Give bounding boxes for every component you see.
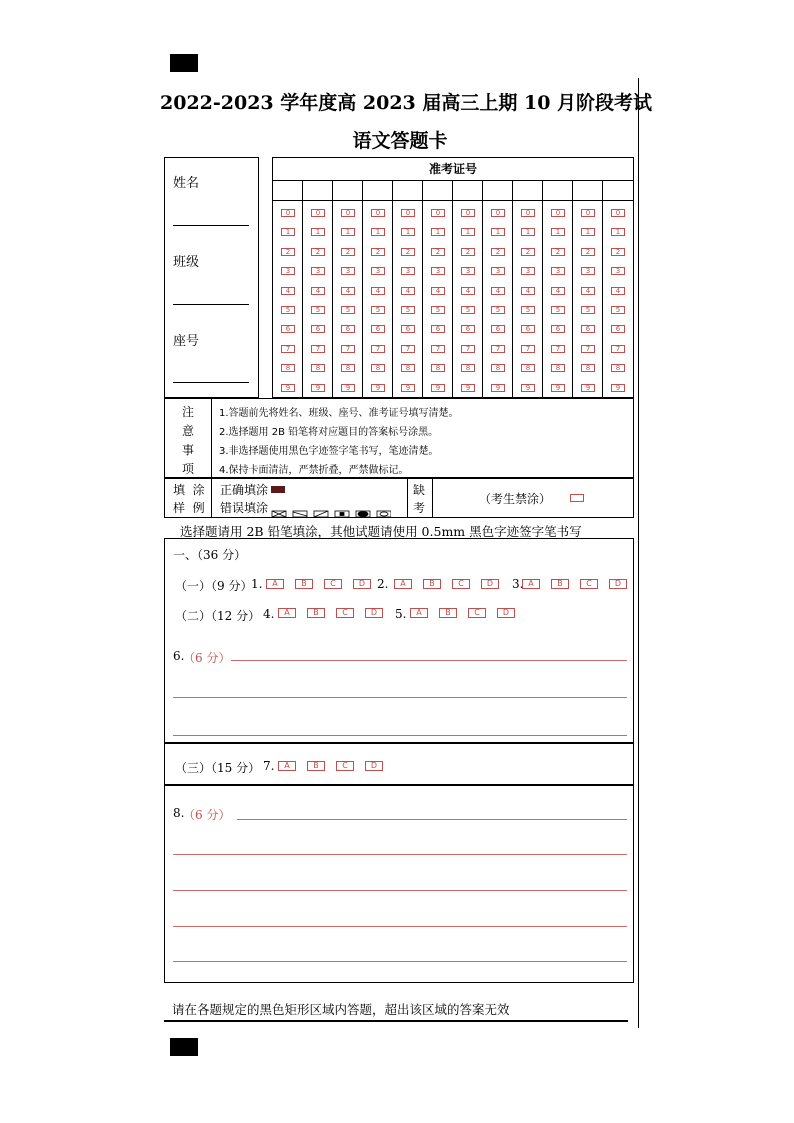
exam-number-bubble[interactable]: 8 xyxy=(281,364,295,372)
exam-number-bubble[interactable]: 1 xyxy=(431,228,445,236)
question-5-option-a[interactable]: A xyxy=(410,608,428,618)
exam-number-bubble[interactable]: 5 xyxy=(491,306,505,314)
question-4-option-c[interactable]: C xyxy=(336,608,354,618)
page-subtitle: 语文答题卡 xyxy=(352,130,448,152)
name-label: 姓名 xyxy=(173,176,200,191)
exam-number-bubble[interactable]: 0 xyxy=(491,209,505,217)
exam-number-bubble[interactable]: 1 xyxy=(521,228,535,236)
exam-number-bubble[interactable]: 7 xyxy=(491,345,505,353)
exam-number-bubble[interactable]: 1 xyxy=(581,228,595,236)
exam-number-bubble[interactable]: 0 xyxy=(581,209,595,217)
exam-number-bubble-column xyxy=(513,200,543,397)
exam-number-bubble[interactable]: 5 xyxy=(311,306,325,314)
section-1-heading: 一、（36 分） xyxy=(173,548,247,562)
note-item-4: 4.保持卡面清洁，严禁折叠，严禁做标记。 xyxy=(219,465,409,476)
exam-number-bubble[interactable]: 8 xyxy=(461,364,475,372)
exam-number-bubble-column xyxy=(423,200,453,397)
exam-number-bubble[interactable]: 8 xyxy=(491,364,505,372)
exam-number-bubble[interactable]: 5 xyxy=(341,306,355,314)
exam-number-bubble[interactable]: 1 xyxy=(611,228,625,236)
exam-number-bubble[interactable]: 3 xyxy=(491,267,505,275)
exam-number-bubble[interactable]: 7 xyxy=(341,345,355,353)
exam-number-digit-cell[interactable] xyxy=(303,180,333,200)
question-3-option-a[interactable]: A xyxy=(522,579,540,589)
exam-number-bubble[interactable]: 4 xyxy=(611,287,625,295)
question-3-option-c[interactable]: C xyxy=(580,579,598,589)
exam-number-bubble[interactable]: 2 xyxy=(341,248,355,256)
exam-number-bubble[interactable]: 9 xyxy=(581,384,595,392)
note-item-2: 2.选择题用 2B 铅笔将对应题目的答案标号涂黑。 xyxy=(219,427,439,438)
exam-number-bubble[interactable]: 7 xyxy=(551,345,565,353)
exam-number-bubble[interactable]: 6 xyxy=(521,325,535,333)
fill-example-label-line1: 填 涂 xyxy=(173,483,205,497)
exam-number-bubble[interactable]: 8 xyxy=(581,364,595,372)
class-field[interactable] xyxy=(173,304,249,305)
question-7-option-d[interactable]: D xyxy=(365,761,383,771)
exam-number-bubble[interactable]: 0 xyxy=(401,209,415,217)
exam-number-bubble[interactable]: 1 xyxy=(461,228,475,236)
exam-number-bubble[interactable]: 3 xyxy=(341,267,355,275)
exam-number-bubble[interactable]: 8 xyxy=(341,364,355,372)
exam-number-digit-cell[interactable] xyxy=(333,180,363,200)
note-item-3: 3.非选择题使用黑色字迹签字笔书写，笔迹清楚。 xyxy=(219,446,439,457)
exam-number-bubble[interactable]: 0 xyxy=(371,209,385,217)
exam-number-bubble[interactable]: 0 xyxy=(551,209,565,217)
question-5-number: 5. xyxy=(395,607,407,621)
exam-number-bubble[interactable]: 5 xyxy=(401,306,415,314)
exam-number-digit-cell[interactable] xyxy=(273,180,303,200)
exam-number-bubble[interactable]: 3 xyxy=(281,267,295,275)
exam-number-bubble[interactable]: 4 xyxy=(281,287,295,295)
exam-number-bubble[interactable]: 4 xyxy=(371,287,385,295)
exam-number-bubble[interactable]: 8 xyxy=(371,364,385,372)
exam-number-bubble[interactable]: 7 xyxy=(611,345,625,353)
wrong-fill-label: 错误填涂 xyxy=(220,501,269,515)
exam-number-bubble[interactable]: 7 xyxy=(521,345,535,353)
exam-number-bubble[interactable]: 9 xyxy=(551,384,565,392)
exam-number-bubble[interactable]: 9 xyxy=(611,384,625,392)
exam-number-bubble-column xyxy=(603,200,633,397)
exam-number-bubble[interactable]: 7 xyxy=(401,345,415,353)
exam-number-digit-cell[interactable] xyxy=(573,180,603,200)
question-6-answer-line[interactable] xyxy=(231,660,627,661)
fill-example-label-line2: 样 例 xyxy=(173,501,205,515)
exam-number-digit-cell[interactable] xyxy=(423,180,453,200)
question-7-option-b[interactable]: B xyxy=(307,761,325,771)
exam-number-bubble[interactable]: 2 xyxy=(551,248,565,256)
question-2-number: 2. xyxy=(377,577,389,591)
exam-number-bubble[interactable]: 1 xyxy=(341,228,355,236)
exam-number-bubble[interactable]: 8 xyxy=(401,364,415,372)
exam-number-bubble[interactable]: 3 xyxy=(551,267,565,275)
exam-number-bubble[interactable]: 6 xyxy=(551,325,565,333)
exam-number-bubble-column xyxy=(333,200,363,397)
question-8-score: （6 分） xyxy=(183,808,231,822)
exam-number-bubble-column xyxy=(483,200,513,397)
exam-number-bubble[interactable]: 9 xyxy=(311,384,325,392)
exam-number-bubble[interactable]: 6 xyxy=(431,325,445,333)
question-8-answer-line[interactable] xyxy=(237,819,627,820)
exam-number-bubble-column xyxy=(543,200,573,397)
exam-number-bubble[interactable]: 7 xyxy=(581,345,595,353)
exam-number-bubble[interactable]: 1 xyxy=(401,228,415,236)
exam-number-bubble[interactable]: 6 xyxy=(281,325,295,333)
exam-number-bubble[interactable]: 2 xyxy=(431,248,445,256)
exam-number-bubble[interactable]: 2 xyxy=(311,248,325,256)
exam-number-digit-cell[interactable] xyxy=(363,180,393,200)
exam-number-bubble[interactable]: 1 xyxy=(281,228,295,236)
correct-fill-label: 正确填涂 xyxy=(220,483,269,497)
exam-number-bubble[interactable]: 3 xyxy=(371,267,385,275)
exam-number-bubble[interactable]: 8 xyxy=(551,364,565,372)
exam-number-bubble[interactable]: 0 xyxy=(341,209,355,217)
exam-number-bubble[interactable]: 5 xyxy=(611,306,625,314)
absent-char-2: 考 xyxy=(413,501,426,515)
subsection-1-label: （一）（9 分） xyxy=(175,579,253,593)
exam-number-bubble-column xyxy=(453,200,483,397)
question-6-score: （6 分） xyxy=(183,651,231,665)
exam-number-bubble[interactable]: 2 xyxy=(371,248,385,256)
exam-number-bubble[interactable]: 8 xyxy=(521,364,535,372)
answer-instruction: 选择题请用 2B 铅笔填涂，其他试题请使用 0.5mm 黑色字迹签字笔书写 xyxy=(180,524,582,539)
question-8-box xyxy=(164,785,634,983)
question-6-answer-line[interactable] xyxy=(173,735,627,736)
question-8-answer-line[interactable] xyxy=(173,854,627,855)
question-7-option-a[interactable]: A xyxy=(278,761,296,771)
seat-label: 座号 xyxy=(173,334,200,349)
exam-number-bubble[interactable]: 7 xyxy=(431,345,445,353)
notes-heading-char: 事 xyxy=(181,443,194,457)
exam-number-bubble-column xyxy=(363,200,393,397)
exam-number-bubble[interactable]: 2 xyxy=(491,248,505,256)
alignment-marker-bottom xyxy=(170,1038,198,1056)
question-4-option-a[interactable]: A xyxy=(278,608,296,618)
exam-number-bubble[interactable]: 8 xyxy=(611,364,625,372)
question-8-answer-line[interactable] xyxy=(173,926,627,927)
exam-number-bubble[interactable]: 3 xyxy=(581,267,595,275)
question-1-option-c[interactable]: C xyxy=(324,579,342,589)
seat-field[interactable] xyxy=(173,382,249,383)
exam-number-bubble[interactable]: 6 xyxy=(341,325,355,333)
exam-number-bubble[interactable]: 4 xyxy=(521,287,535,295)
exam-number-bubble[interactable]: 7 xyxy=(311,345,325,353)
footer-warning: 请在各题规定的黑色矩形区域内答题，超出该区域的答案无效 xyxy=(172,1002,510,1017)
exam-number-bubble[interactable]: 7 xyxy=(371,345,385,353)
exam-number-bubble[interactable]: 5 xyxy=(461,306,475,314)
exam-number-bubble-column xyxy=(303,200,333,397)
question-3-option-b[interactable]: B xyxy=(551,579,569,589)
question-1-option-a[interactable]: A xyxy=(266,579,284,589)
exam-number-bubble[interactable]: 3 xyxy=(431,267,445,275)
exam-number-bubble[interactable]: 6 xyxy=(371,325,385,333)
question-3-number: 3. xyxy=(512,577,524,591)
exam-number-bubble[interactable]: 9 xyxy=(491,384,505,392)
page-title: 2022-2023 学年度高 2023 届高三上期 10 月阶段考试 xyxy=(160,92,653,114)
question-6-number: 6. xyxy=(173,649,185,663)
question-1-option-b[interactable]: B xyxy=(295,579,313,589)
exam-number-bubble[interactable]: 5 xyxy=(551,306,565,314)
exam-number-header xyxy=(273,158,633,181)
exam-number-digit-cell[interactable] xyxy=(453,180,483,200)
exam-number-bubble[interactable]: 1 xyxy=(491,228,505,236)
exam-number-bubble[interactable]: 0 xyxy=(281,209,295,217)
exam-number-bubble[interactable]: 4 xyxy=(551,287,565,295)
exam-number-bubble[interactable]: 5 xyxy=(521,306,535,314)
exam-number-bubble[interactable]: 1 xyxy=(371,228,385,236)
exam-number-digit-cell[interactable] xyxy=(603,180,633,200)
exam-number-bubble[interactable]: 9 xyxy=(281,384,295,392)
notes-box xyxy=(164,398,634,478)
question-8-number: 8. xyxy=(173,806,185,820)
question-4-option-d[interactable]: D xyxy=(365,608,383,618)
exam-number-bubble[interactable]: 3 xyxy=(311,267,325,275)
question-4-number: 4. xyxy=(263,607,275,621)
subsection-2-label: （二）（12 分） xyxy=(175,609,261,623)
question-7-number: 7. xyxy=(263,759,275,773)
question-2-option-b[interactable]: B xyxy=(423,579,441,589)
exam-number-bubble[interactable]: 5 xyxy=(581,306,595,314)
alignment-marker-top xyxy=(170,54,198,72)
exam-number-bubble[interactable]: 0 xyxy=(611,209,625,217)
footer-rule xyxy=(164,1020,628,1022)
right-border-line xyxy=(638,78,639,1028)
question-7-option-c[interactable]: C xyxy=(336,761,354,771)
exam-number-bubble[interactable]: 0 xyxy=(521,209,535,217)
question-2-option-d[interactable]: D xyxy=(481,579,499,589)
exam-number-bubble[interactable]: 9 xyxy=(461,384,475,392)
exam-number-bubble[interactable]: 4 xyxy=(311,287,325,295)
question-3-option-d[interactable]: D xyxy=(609,579,627,589)
exam-number-bubble[interactable]: 1 xyxy=(551,228,565,236)
exam-number-bubble[interactable]: 2 xyxy=(281,248,295,256)
question-5-option-b[interactable]: B xyxy=(439,608,457,618)
exam-number-bubble[interactable]: 0 xyxy=(461,209,475,217)
exam-number-bubble[interactable]: 9 xyxy=(401,384,415,392)
exam-number-bubble[interactable]: 6 xyxy=(491,325,505,333)
exam-number-bubble-grid xyxy=(273,200,633,397)
exam-number-bubble[interactable]: 4 xyxy=(401,287,415,295)
exam-number-bubble[interactable]: 5 xyxy=(281,306,295,314)
question-8-answer-line[interactable] xyxy=(173,961,627,962)
exam-number-bubble[interactable]: 4 xyxy=(491,287,505,295)
exam-number-bubble-column xyxy=(393,200,423,397)
fill-example-label-column xyxy=(165,479,212,517)
exam-number-bubble[interactable]: 5 xyxy=(371,306,385,314)
notes-heading-char: 注 xyxy=(181,405,194,419)
absent-fill-bubble[interactable] xyxy=(570,494,584,502)
class-label: 班级 xyxy=(173,255,200,270)
exam-number-bubble-column xyxy=(573,200,603,397)
exam-number-digit-cell[interactable] xyxy=(393,180,423,200)
exam-number-bubble[interactable]: 0 xyxy=(431,209,445,217)
exam-number-bubble[interactable]: 3 xyxy=(521,267,535,275)
exam-number-bubble[interactable]: 4 xyxy=(461,287,475,295)
exam-number-bubble[interactable]: 6 xyxy=(611,325,625,333)
exam-number-bubble[interactable]: 2 xyxy=(521,248,535,256)
exam-number-bubble[interactable]: 2 xyxy=(461,248,475,256)
exam-number-bubble[interactable]: 2 xyxy=(611,248,625,256)
exam-number-digit-row xyxy=(273,180,633,201)
exam-number-bubble[interactable]: 0 xyxy=(311,209,325,217)
question-1-option-d[interactable]: D xyxy=(353,579,371,589)
exam-number-bubble[interactable]: 3 xyxy=(461,267,475,275)
note-item-1: 1.答题前先将姓名、班级、座号、准考证号填写清楚。 xyxy=(219,408,459,419)
exam-number-bubble[interactable]: 6 xyxy=(401,325,415,333)
section-3-header-box xyxy=(164,743,634,785)
exam-number-bubble[interactable]: 3 xyxy=(401,267,415,275)
exam-number-bubble[interactable]: 2 xyxy=(581,248,595,256)
exam-number-bubble[interactable]: 9 xyxy=(341,384,355,392)
exam-number-box xyxy=(272,157,634,398)
exam-number-bubble[interactable]: 4 xyxy=(341,287,355,295)
question-8-answer-line[interactable] xyxy=(173,890,627,891)
question-6-answer-line[interactable] xyxy=(173,697,627,698)
notes-heading-char: 意 xyxy=(181,424,194,438)
absent-label-column xyxy=(407,479,433,517)
exam-number-digit-cell[interactable] xyxy=(543,180,573,200)
question-4-option-b[interactable]: B xyxy=(307,608,325,618)
exam-number-bubble[interactable]: 8 xyxy=(311,364,325,372)
exam-number-bubble[interactable]: 9 xyxy=(371,384,385,392)
section-1-box xyxy=(164,538,634,743)
exam-number-bubble[interactable]: 2 xyxy=(401,248,415,256)
exam-number-bubble[interactable]: 6 xyxy=(461,325,475,333)
exam-number-bubble[interactable]: 3 xyxy=(611,267,625,275)
question-2-option-c[interactable]: C xyxy=(452,579,470,589)
exam-number-bubble[interactable]: 9 xyxy=(521,384,535,392)
notes-heading-char: 项 xyxy=(181,462,194,476)
question-5-option-d[interactable]: D xyxy=(497,608,515,618)
exam-number-bubble[interactable]: 7 xyxy=(461,345,475,353)
wrong-fill-samples xyxy=(271,504,391,514)
correct-fill-sample xyxy=(271,486,285,493)
exam-number-bubble[interactable]: 9 xyxy=(431,384,445,392)
name-field[interactable] xyxy=(173,225,249,226)
exam-number-bubble[interactable]: 7 xyxy=(281,345,295,353)
question-1-number: 1. xyxy=(251,577,263,591)
absent-char-1: 缺 xyxy=(413,483,426,497)
subsection-3-label: （三）（15 分） xyxy=(175,761,261,775)
exam-number-bubble[interactable]: 4 xyxy=(431,287,445,295)
absent-note: （考生禁涂） xyxy=(479,492,552,506)
notes-heading-column xyxy=(165,399,212,477)
exam-number-digit-cell[interactable] xyxy=(513,180,543,200)
exam-number-bubble[interactable]: 8 xyxy=(431,364,445,372)
exam-number-bubble[interactable]: 5 xyxy=(431,306,445,314)
exam-number-bubble-column xyxy=(273,200,303,397)
question-5-option-c[interactable]: C xyxy=(468,608,486,618)
exam-number-digit-cell[interactable] xyxy=(483,180,513,200)
student-info-box xyxy=(164,157,259,398)
exam-number-bubble[interactable]: 6 xyxy=(311,325,325,333)
exam-number-label: 准考证号 xyxy=(428,162,477,176)
exam-number-bubble[interactable]: 1 xyxy=(311,228,325,236)
wrong-fill-samples-icon xyxy=(271,509,391,519)
exam-number-bubble[interactable]: 4 xyxy=(581,287,595,295)
fill-example-box xyxy=(164,478,634,518)
question-2-option-a[interactable]: A xyxy=(394,579,412,589)
exam-number-bubble[interactable]: 6 xyxy=(581,325,595,333)
